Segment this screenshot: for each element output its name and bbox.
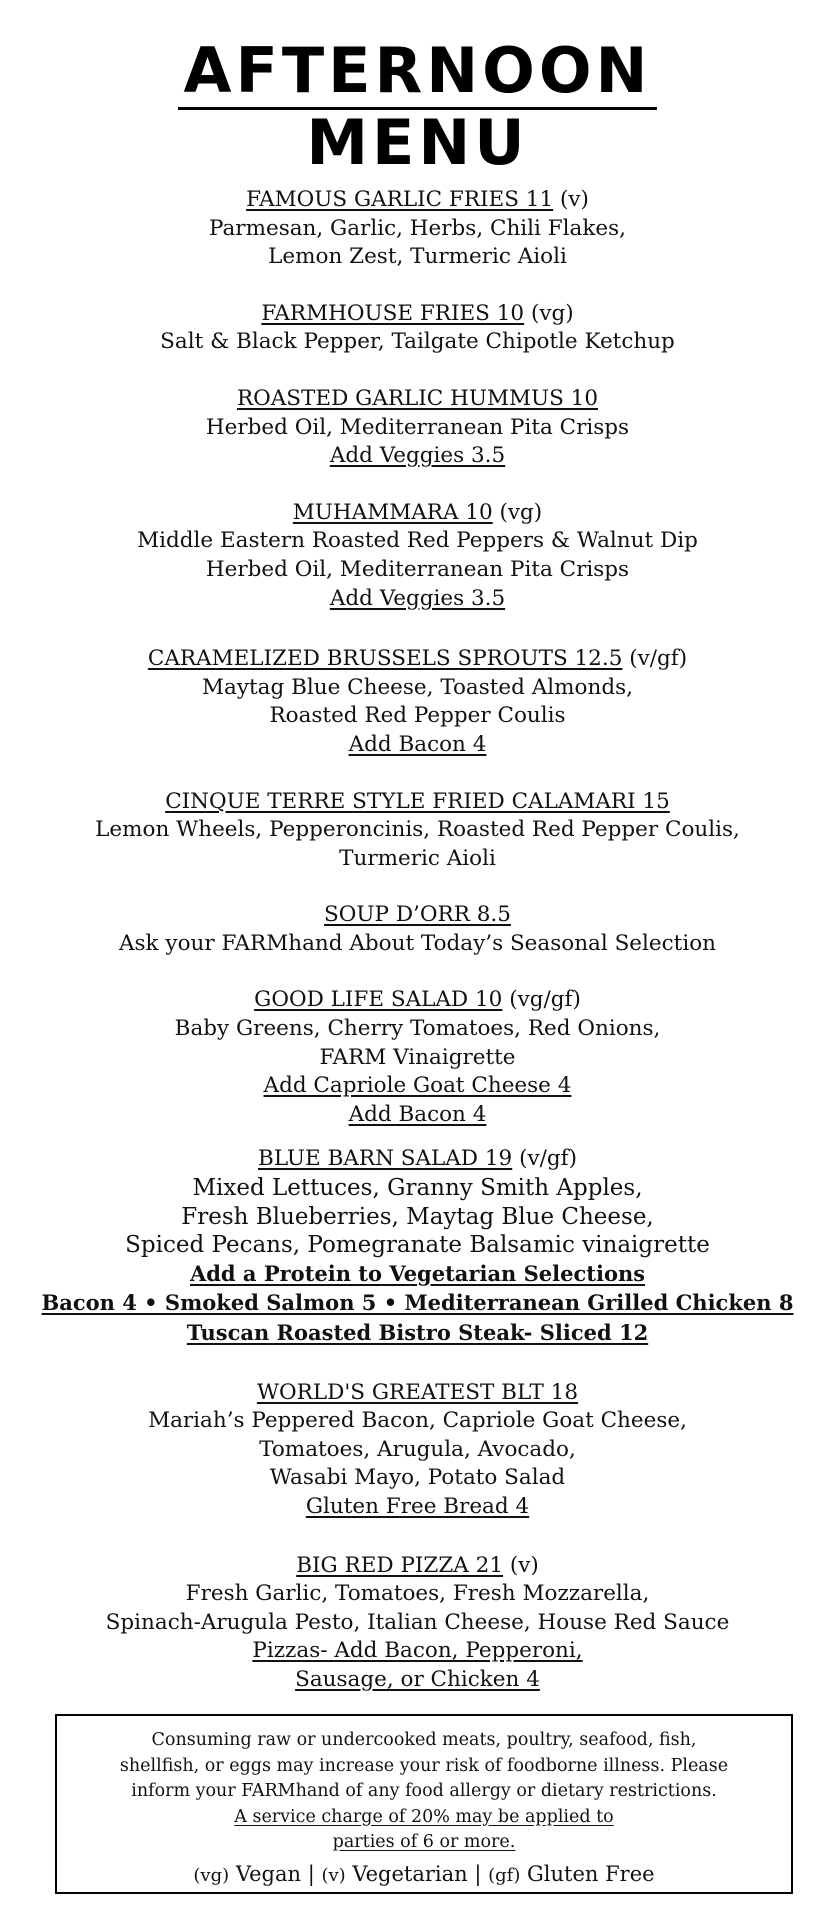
item-name: CINQUE TERRE STYLE FRIED CALAMARI 15 bbox=[165, 788, 670, 814]
item-description: Mixed Lettuces, Granny Smith Apples, bbox=[192, 1175, 643, 1202]
item-description: Lemon Wheels, Pepperoncinis, Roasted Red Pepper Coulis, bbox=[95, 817, 740, 843]
item-name: MUHAMMARA 10 bbox=[292, 499, 493, 525]
item-description: Middle Eastern Roasted Red Peppers & Walnut Dip bbox=[137, 528, 698, 554]
menu-item bbox=[0, 385, 835, 471]
item-description: FARM Vinaigrette bbox=[319, 1044, 516, 1070]
item-tag: (vg) bbox=[524, 300, 574, 326]
item-add-on: Add Bacon 4 bbox=[348, 1101, 487, 1127]
item-description: Spiced Pecans, Pomegranate Balsamic vinaigrette bbox=[125, 1232, 710, 1259]
item-description: Tomatoes, Arugula, Avocado, bbox=[259, 1436, 576, 1462]
item-name: FARMHOUSE FRIES 10 bbox=[261, 300, 525, 326]
service-charge-note: parties of 6 or more. bbox=[332, 1832, 516, 1852]
protein-options: Tuscan Roasted Bistro Steak- Sliced 12 bbox=[186, 1320, 649, 1345]
legend-separator: | bbox=[307, 1861, 315, 1886]
legend-label: Vegetarian bbox=[352, 1861, 468, 1886]
item-description: Herbed Oil, Mediterranean Pita Crisps bbox=[205, 414, 630, 440]
item-description: Roasted Red Pepper Coulis bbox=[269, 703, 566, 729]
legend-code: (gf) bbox=[488, 1864, 521, 1886]
allergy-notice-box bbox=[55, 1714, 793, 1894]
item-tag: (v/gf) bbox=[512, 1146, 577, 1172]
item-name: WORLD'S GREATEST BLT 18 bbox=[256, 1379, 579, 1405]
item-description: Ask your FARMhand About Today’s Seasonal Selection bbox=[119, 930, 716, 956]
legend-label: Gluten Free bbox=[527, 1861, 655, 1886]
notice-text: inform your FARMhand of any food allergy or dietary restrictions. bbox=[131, 1781, 717, 1801]
legend-code: (vg) bbox=[193, 1864, 230, 1886]
item-description: Parmesan, Garlic, Herbs, Chili Flakes, bbox=[208, 215, 626, 241]
menu-title-line2: MENU bbox=[306, 106, 529, 179]
item-add-on: Pizzas- Add Bacon, Pepperoni, bbox=[252, 1638, 583, 1664]
item-description: Spinach-Arugula Pesto, Italian Cheese, House Red Sauce bbox=[105, 1609, 730, 1635]
item-name: GOOD LIFE SALAD 10 bbox=[254, 987, 503, 1013]
item-description: Fresh Garlic, Tomatoes, Fresh Mozzarella, bbox=[185, 1581, 650, 1607]
item-name: SOUP D’ORR 8.5 bbox=[324, 902, 511, 928]
item-description: Salt & Black Pepper, Tailgate Chipotle Ketchup bbox=[160, 329, 675, 355]
protein-options: Bacon 4 • Smoked Salmon 5 • Mediterranean Grilled Chicken 8 bbox=[41, 1290, 794, 1316]
menu-item bbox=[0, 901, 835, 958]
menu-title-line1: AFTERNOON bbox=[0, 34, 835, 108]
item-name: BLUE BARN SALAD 19 bbox=[258, 1146, 513, 1172]
item-add-on: Add Veggies 3.5 bbox=[329, 443, 506, 469]
menu-item bbox=[0, 645, 835, 759]
item-name: BIG RED PIZZA 21 bbox=[296, 1552, 504, 1578]
item-tag: (v) bbox=[553, 187, 589, 212]
menu-item bbox=[0, 1552, 835, 1695]
notice-text: Consuming raw or undercooked meats, poultry, seafood, fish, bbox=[151, 1730, 697, 1750]
item-description: Herbed Oil, Mediterranean Pita Crisps bbox=[205, 556, 630, 582]
menu-item bbox=[0, 499, 835, 613]
service-charge-note: A service charge of 20% may be applied to bbox=[234, 1806, 614, 1827]
item-description: Maytag Blue Cheese, Toasted Almonds, bbox=[202, 674, 633, 700]
legend-code: (v) bbox=[321, 1864, 346, 1886]
item-add-on: Gluten Free Bread 4 bbox=[305, 1493, 530, 1519]
diet-legend bbox=[57, 1858, 791, 1892]
menu-items bbox=[0, 186, 835, 1695]
item-tag: (v) bbox=[503, 1552, 539, 1578]
menu-item bbox=[0, 1145, 835, 1348]
item-add-on: Add Bacon 4 bbox=[348, 731, 487, 757]
item-description: Fresh Blueberries, Maytag Blue Cheese, bbox=[181, 1203, 654, 1230]
item-name: CARAMELIZED BRUSSELS SPROUTS 12.5 bbox=[147, 646, 623, 672]
item-add-on: Add Capriole Goat Cheese 4 bbox=[263, 1073, 572, 1099]
menu-item bbox=[0, 186, 835, 272]
item-name: ROASTED GARLIC HUMMUS 10 bbox=[236, 385, 599, 411]
item-tag: (vg) bbox=[492, 499, 543, 525]
item-add-on: Sausage, or Chicken 4 bbox=[295, 1666, 540, 1692]
menu-item bbox=[0, 1379, 835, 1522]
menu-item bbox=[0, 300, 835, 357]
item-add-on: Add Veggies 3.5 bbox=[329, 585, 506, 611]
item-description: Mariah’s Peppered Bacon, Capriole Goat Cheese, bbox=[148, 1408, 687, 1434]
protein-heading: Add a Protein to Vegetarian Selections bbox=[189, 1260, 646, 1286]
item-description: Turmeric Aioli bbox=[339, 845, 496, 871]
legend-label: Vegan bbox=[235, 1861, 301, 1886]
item-description: Baby Greens, Cherry Tomatoes, Red Onions, bbox=[174, 1016, 661, 1042]
menu-item bbox=[0, 986, 835, 1129]
legend-separator: | bbox=[474, 1861, 482, 1886]
item-name: FAMOUS GARLIC FRIES 11 bbox=[246, 187, 554, 212]
menu-item bbox=[0, 788, 835, 874]
item-tag: (v/gf) bbox=[622, 646, 688, 672]
notice-text: shellfish, or eggs may increase your risk of foodborne illness. Please bbox=[119, 1755, 729, 1776]
item-description: Lemon Zest, Turmeric Aioli bbox=[268, 244, 567, 270]
item-tag: (vg/gf) bbox=[502, 987, 581, 1013]
item-description: Wasabi Mayo, Potato Salad bbox=[269, 1465, 566, 1491]
